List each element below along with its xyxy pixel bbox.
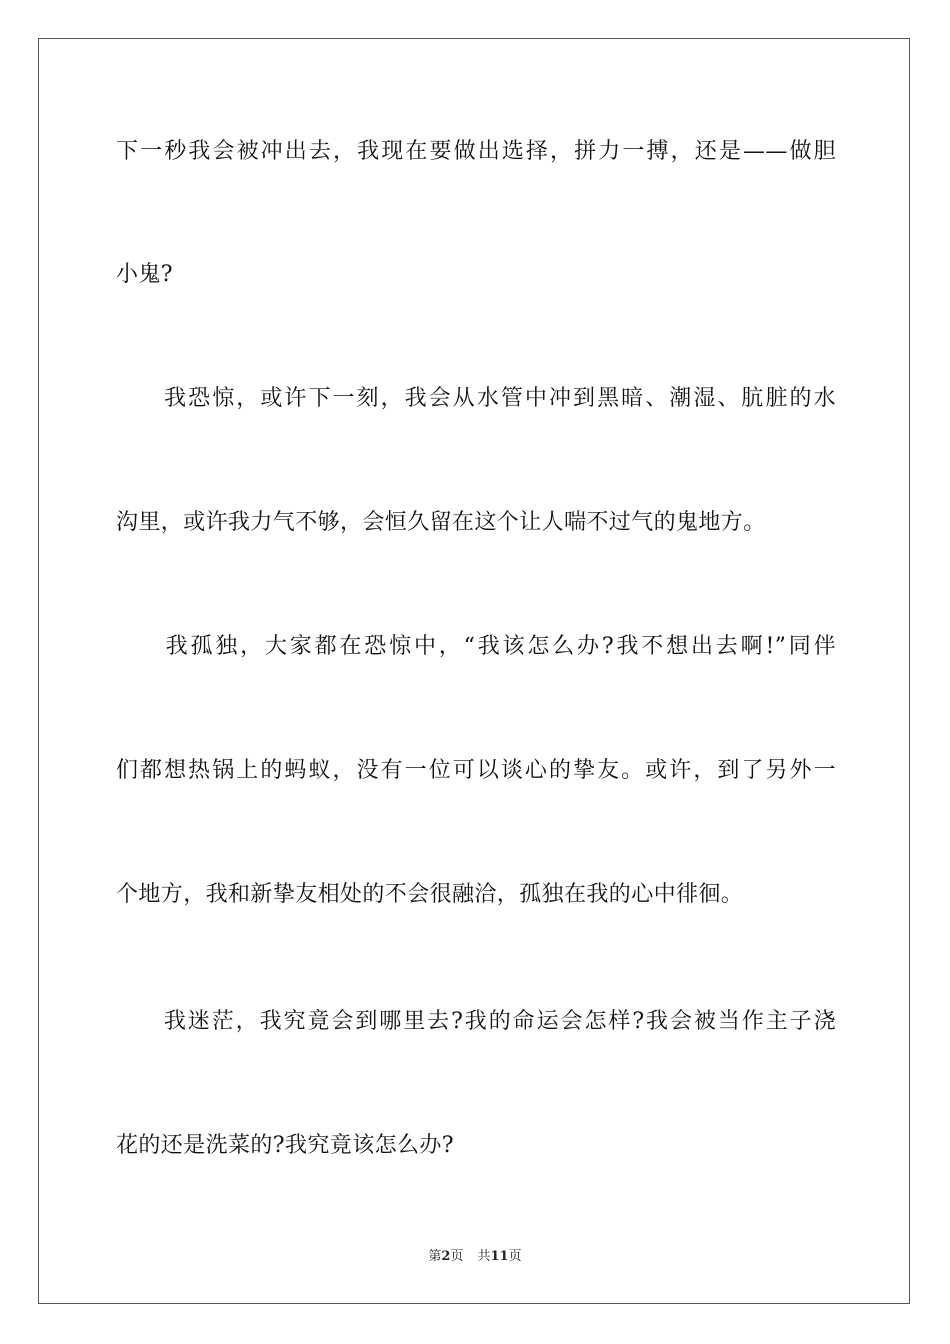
page-border [38, 38, 910, 1304]
total-prefix: 共 [477, 1249, 491, 1264]
paragraph-line: 个地方，我和新挚友相处的不会很融洽，孤独在我的心中徘徊。 [116, 882, 744, 907]
current-page-number: 2 [441, 1249, 451, 1264]
paragraph-line: 沟里，或许我力气不够，会恒久留在这个让人喘不过气的鬼地方。 [116, 510, 766, 535]
page-suffix: 页 [450, 1249, 464, 1264]
page-prefix: 第 [428, 1249, 442, 1264]
paragraph-line: 我孤独，大家都在恐惊中，“我该怎么办?我不想出去啊!”同伴 [116, 634, 836, 659]
paragraph-line: 我迷茫，我究竟会到哪里去?我的命运会怎样?我会被当作主子浇 [116, 1009, 836, 1034]
paragraph-line: 花的还是洗菜的?我究竟该怎么办? [116, 1133, 454, 1158]
paragraph-line: 我恐惊，或许下一刻，我会从水管中冲到黑暗、潮湿、肮脏的水 [116, 386, 836, 411]
total-page-count: 11 [490, 1249, 509, 1264]
paragraph-line: 下一秒我会被冲出去，我现在要做出选择，拼力一搏，还是——做胆 [116, 139, 836, 164]
page-footer [0, 1248, 950, 1266]
paragraph-line: 们都想热锅上的蚂蚁，没有一位可以谈心的挚友。或许，到了另外一 [116, 758, 836, 783]
total-suffix: 页 [508, 1249, 522, 1264]
paragraph-line: 小鬼? [116, 262, 173, 287]
